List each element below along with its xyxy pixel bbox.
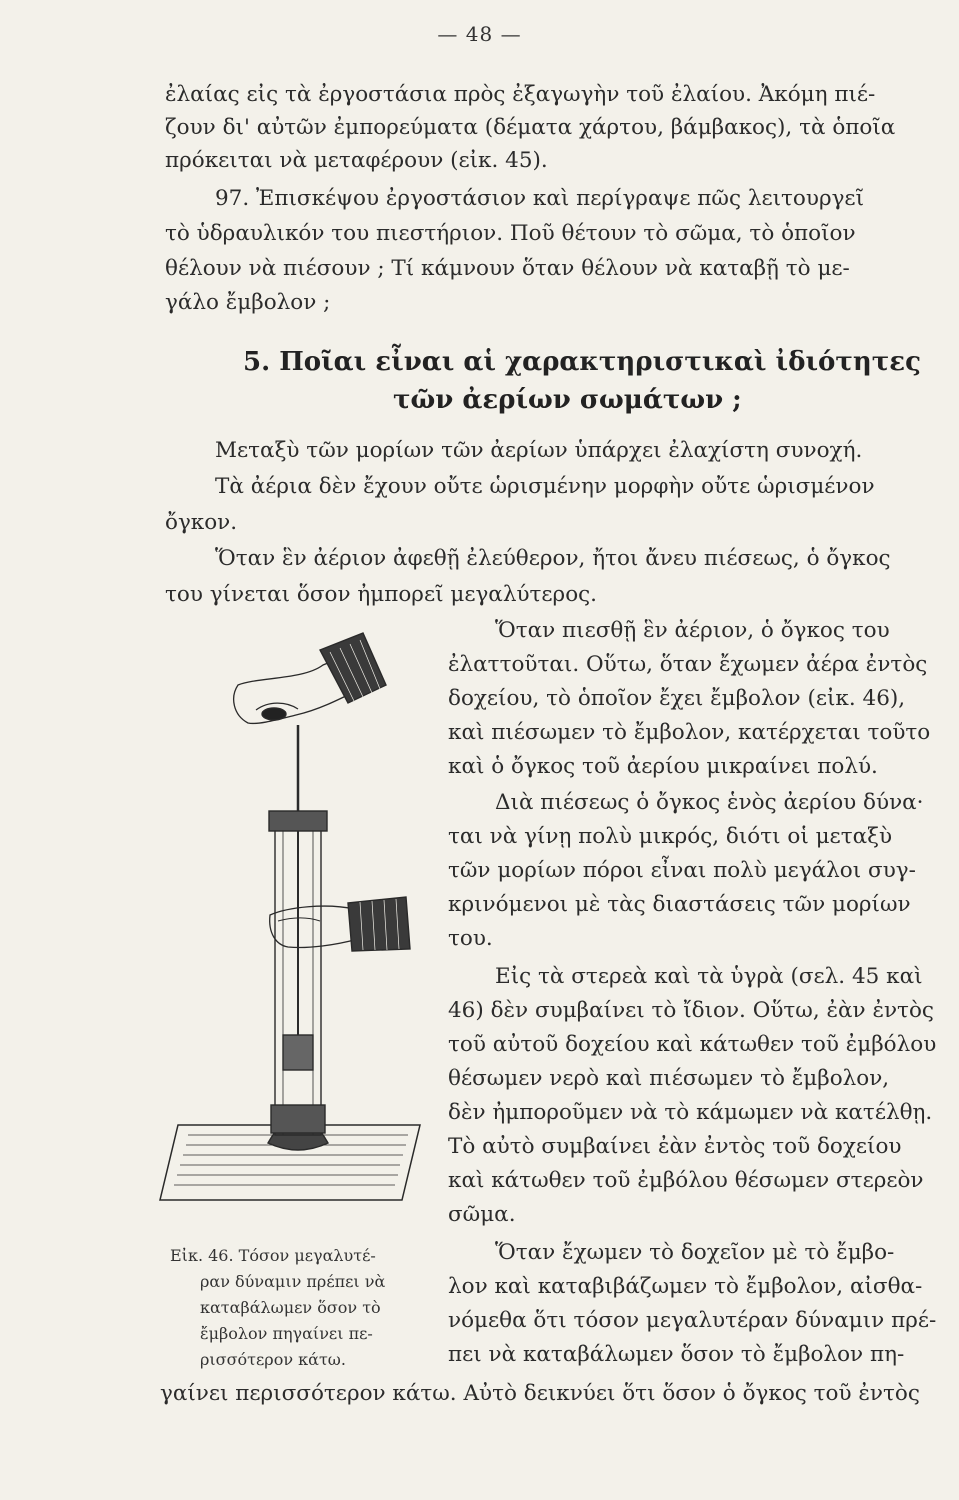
- column-line: του.: [448, 926, 493, 951]
- figure-caption-line: ρισσότερον κάτω.: [200, 1350, 346, 1369]
- column-line: 46) δὲν συμβαίνει τὸ ἴδιον. Οὕτω, ἐὰν ἐντὸς: [448, 998, 934, 1023]
- final-line: γαίνει περισσότερον κάτω. Αὐτὸ δεικνύει ὅτι ὅσον ὁ ὄγκος τοῦ ἐντὸς: [160, 1381, 920, 1406]
- column-line: καὶ ὁ ὄγκος τοῦ ἀερίου μικραίνει πολύ.: [448, 754, 878, 779]
- column-line: ἐλαττοῦται. Οὕτω, ὅταν ἔχωμεν ἀέρα ἐντὸς: [448, 652, 928, 677]
- column-line: δὲν ἠμποροῦμεν νὰ τὸ κάμωμεν νὰ κατέλθῃ.: [448, 1100, 933, 1125]
- section-heading-line2: τῶν ἀερίων σωμάτων ;: [393, 385, 742, 415]
- column-line: Διὰ πιέσεως ὁ ὄγκος ἑνὸς ἀερίου δύνα·: [495, 790, 924, 815]
- column-line: θέσωμεν νερὸ καὶ πιέσωμεν τὸ ἔμβολον,: [448, 1066, 890, 1091]
- page-number: — 48 —: [437, 22, 522, 46]
- column-line: σῶμα.: [448, 1202, 516, 1227]
- body-line: Τὰ ἀέρια δὲν ἔχουν οὔτε ὡρισμένην μορφὴν οὔτε ὡρισμένον: [215, 474, 875, 499]
- section-heading-line1: 5. Ποῖαι εἶναι αἱ χαρακτηριστικαὶ ἰδιότητες: [243, 347, 921, 377]
- column-line: ται νὰ γίνῃ πολὺ μικρός, διότι οἱ μεταξὺ: [448, 824, 893, 849]
- syringe-piston-illustration-icon: [158, 615, 438, 1245]
- body-line: Μεταξὺ τῶν μορίων τῶν ἀερίων ὑπάρχει ἐλαχίστη συνοχή.: [215, 438, 863, 463]
- figure-caption-line: ραν δύναμιν πρέπει νὰ: [200, 1272, 386, 1291]
- column-line: τῶν μορίων πόροι εἶναι πολὺ μεγάλοι συγ-: [448, 858, 916, 883]
- body-line: Ὅταν ἓν ἀέριον ἀφεθῇ ἐλεύθερον, ἤτοι ἄνευ πιέσεως, ὁ ὄγκος: [215, 546, 891, 571]
- exercise-line: 97. Ἐπισκέψου ἐργοστάσιον καὶ περίγραψε πῶς λειτουργεῖ: [215, 186, 864, 211]
- column-line: δοχείου, τὸ ὁποῖον ἔχει ἔμβολον (εἰκ. 46),: [448, 686, 906, 711]
- figure-caption-line: ἔμβολον πηγαίνει πε-: [200, 1324, 373, 1343]
- body-line: ὄγκον.: [165, 510, 238, 535]
- figure-caption-line: Εἰκ. 46. Τόσον μεγαλυτέ-: [170, 1246, 376, 1265]
- column-line: Ὅταν πιεσθῇ ἓν ἀέριον, ὁ ὄγκος του: [495, 618, 890, 643]
- body-line: του γίνεται ὅσον ἠμπορεῖ μεγαλύτερος.: [165, 582, 598, 607]
- intro-line: ἐλαίας εἰς τὰ ἐργοστάσια πρὸς ἐξαγωγὴν τοῦ ἐλαίου. Ἀκόμη πιέ-: [165, 82, 876, 107]
- column-line: καὶ κάτωθεν τοῦ ἐμβόλου θέσωμεν στερεὸν: [448, 1168, 924, 1193]
- column-line: νόμεθα ὅτι τόσον μεγαλυτέραν δύναμιν πρέ-: [448, 1308, 937, 1333]
- column-line: καὶ πιέσωμεν τὸ ἔμβολον, κατέρχεται τοῦτο: [448, 720, 931, 745]
- exercise-line: θέλουν νὰ πιέσουν ; Τί κάμνουν ὅταν θέλουν νὰ καταβῇ τὸ με-: [165, 256, 850, 281]
- exercise-line: γάλο ἔμβολον ;: [165, 290, 331, 315]
- column-line: λον καὶ καταβιβάζωμεν τὸ ἔμβολον, αἰσθα-: [448, 1274, 923, 1299]
- column-line: Εἰς τὰ στερεὰ καὶ τὰ ὑγρὰ (σελ. 45 καὶ: [495, 964, 923, 989]
- figure-caption-line: καταβάλωμεν ὅσον τὸ: [200, 1298, 381, 1317]
- intro-line: ζουν δι' αὐτῶν ἐμπορεύματα (δέματα χάρτου, βάμβακος), τὰ ὁποῖα: [165, 115, 896, 140]
- column-line: πει νὰ καταβάλωμεν ὅσον τὸ ἔμβολον πη-: [448, 1342, 905, 1367]
- column-line: Ὅταν ἔχωμεν τὸ δοχεῖον μὲ τὸ ἔμβο-: [495, 1240, 895, 1265]
- column-line: Τὸ αὐτὸ συμβαίνει ἐὰν ἐντὸς τοῦ δοχείου: [448, 1134, 902, 1159]
- exercise-line: τὸ ὑδραυλικόν του πιεστήριον. Ποῦ θέτουν τὸ σῶμα, τὸ ὁποῖον: [165, 221, 856, 246]
- column-line: κρινόμενοι μὲ τὰς διαστάσεις τῶν μορίων: [448, 892, 911, 917]
- column-line: τοῦ αὐτοῦ δοχείου καὶ κάτωθεν τοῦ ἐμβόλου: [448, 1032, 937, 1057]
- intro-line: πρόκειται νὰ μεταφέρουν (εἰκ. 45).: [165, 148, 548, 173]
